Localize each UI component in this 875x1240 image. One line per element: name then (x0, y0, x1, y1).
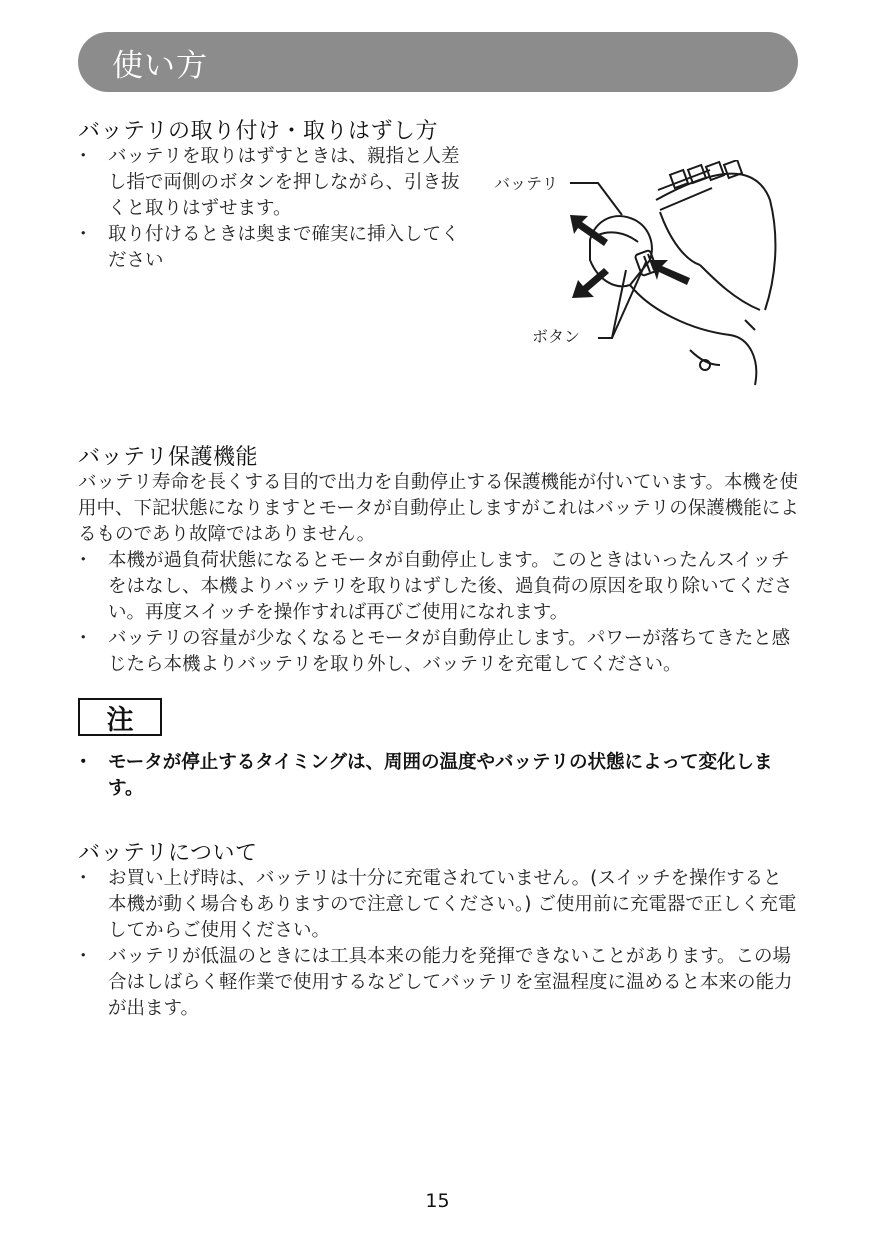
note-label: 注 (106, 704, 134, 736)
list-item: ・ 本機が過負荷状態になるとモータが自動停止します。このときはいったんスイッチをはなし、本機よりバッテリを取りはずした後、過負荷の原因を取り除いてください。再度スイッチを操作すれば再びご使用になれます。 (78, 548, 800, 626)
section-banner (78, 32, 798, 92)
figure-label-battery: バッテリ (494, 174, 559, 193)
about-bullet-list (78, 866, 800, 1022)
page-number: 15 (425, 1190, 450, 1212)
list-item: ・ お買い上げ時は、バッテリは十分に充電されていません。(スイッチを操作すると本機が動く場合もありますので注意してください。) ご使用前に充電器で正しく充電してからご使用ください。 (78, 866, 800, 944)
heading-protection: バッテリ保護機能 (78, 445, 259, 470)
list-item: ・ バッテリを取りはずすときは、親指と人差し指で両側のボタンを押しながら、引き抜くと取りはずせます。 (78, 144, 468, 222)
figure-label-button: ボタン (532, 327, 581, 346)
list-item: ・ 取り付けるときは奥まで確実に挿入してください (78, 222, 468, 274)
heading-about-battery: バッテリについて (78, 841, 258, 866)
list-item: ・ モータが停止するタイミングは、周囲の温度やバッテリの状態によって変化します。 (78, 750, 800, 802)
note-bullet-list (78, 750, 800, 802)
note-label-box (78, 698, 162, 736)
heading-attach: バッテリの取り付け・取りはずし方 (78, 119, 439, 144)
protection-intro: バッテリ寿命を長くする目的で出力を自動停止する保護機能が付いています。本機を使用中、下記状態になりますとモータが自動停止しますがこれはバッテリの保護機能によるものであり故障ではありません。 (78, 472, 799, 545)
list-item: ・ バッテリが低温のときには工具本来の能力を発揮できないことがあります。この場合はしばらく軽作業で使用するなどしてバッテリを室温程度に温めると本来の能力が出ます。 (78, 944, 800, 1022)
attach-bullet-list (78, 144, 468, 274)
drill-battery-illustration (560, 160, 800, 390)
protection-bullet-list (78, 548, 800, 678)
page-title: 使い方 (112, 48, 208, 84)
list-item: ・ バッテリの容量が少なくなるとモータが自動停止します。パワーが落ちてきたと感じたら本機よりバッテリを取り外し、バッテリを充電してください。 (78, 626, 800, 678)
